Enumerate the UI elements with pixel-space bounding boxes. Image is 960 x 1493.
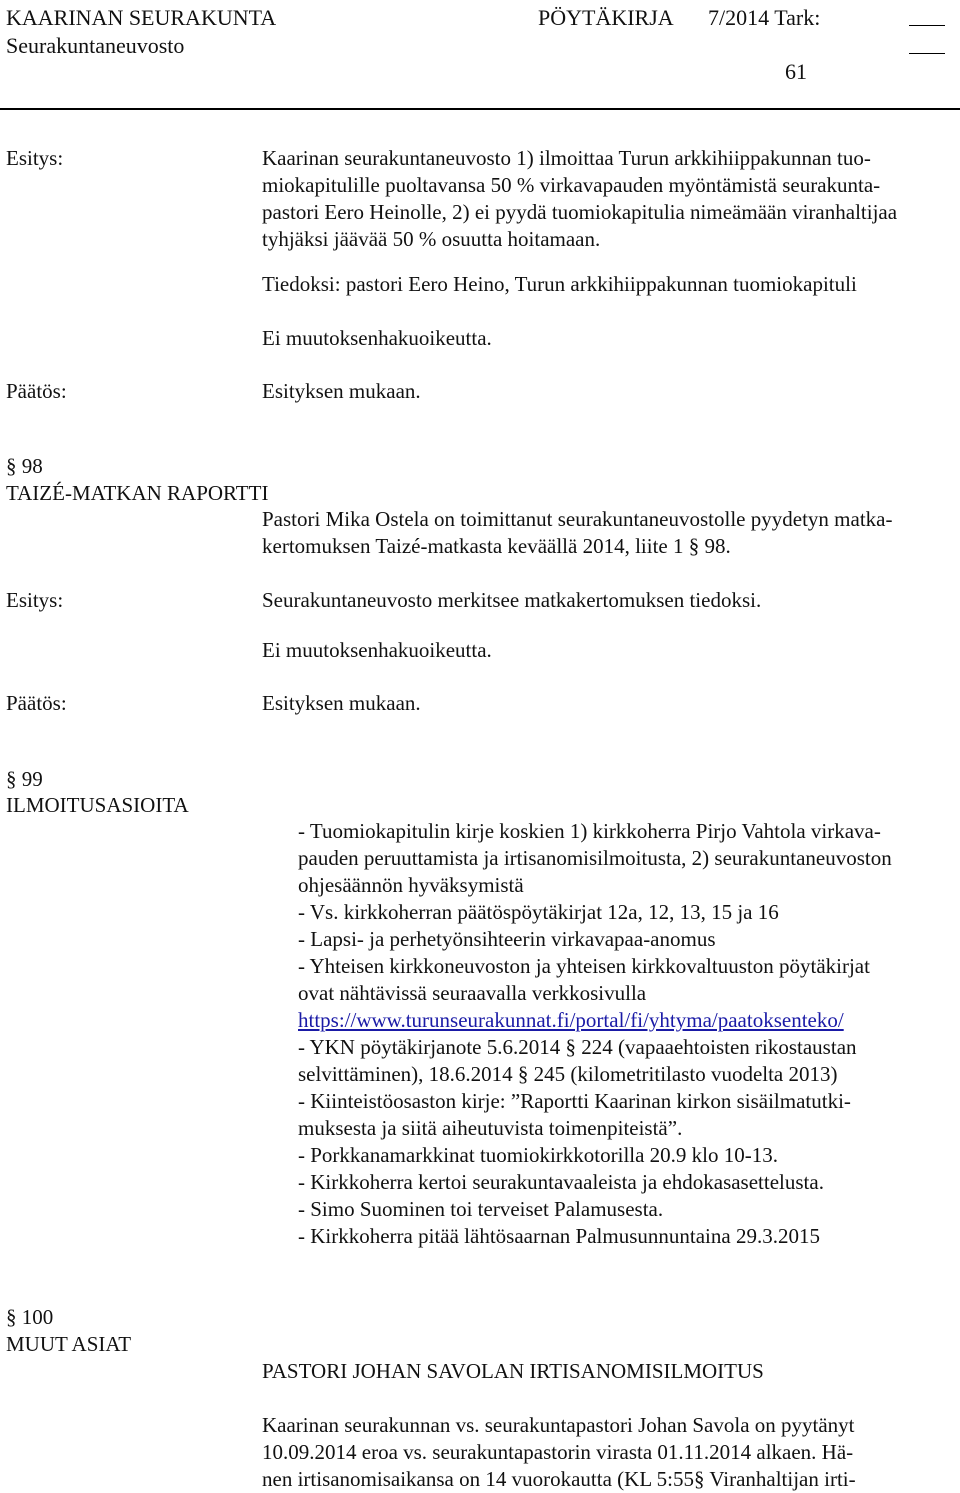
list-item: - YKN pöytäkirjanote 5.6.2014 § 224 (vapaaehtoisten rikostaustan: [298, 1035, 857, 1059]
section-number-98: § 98: [6, 454, 43, 478]
list-item: - Porkkanamarkkinat tuomiokirkkotorilla 20.9 klo 10-13.: [298, 1143, 779, 1167]
section-sign: §: [6, 1305, 17, 1329]
list-item: pauden peruuttamista ja irtisanomisilmoitusta, 2) seurakuntaneuvoston: [298, 846, 892, 870]
text-line: 10.09.2014 eroa vs. seurakuntapastorin virasta 01.11.2014 alkaen. Hä-: [262, 1440, 854, 1464]
org-name: KAARINAN SEURAKUNTA: [6, 5, 277, 30]
text-line: pastori Eero Heinolle, 2) ei pyydä tuomiokapitulia nimeämään viranhaltijaa: [262, 200, 898, 224]
list-item: - Tuomiokapitulin kirje koskien 1) kirkkoherra Pirjo Vahtola virkava-: [298, 819, 881, 843]
text-line: Kaarinan seurakuntaneuvosto 1) ilmoittaa Turun arkkihiippakunnan tuo-: [262, 146, 871, 170]
paatos-label-98: Päätös:: [6, 691, 67, 715]
paatos-97: Esityksen mukaan.: [262, 379, 421, 403]
list-item: - Kirkkoherra pitää lähtösaarnan Palmusunnuntaina 29.3.2015: [298, 1224, 820, 1248]
esitys-text-97: [262, 145, 897, 253]
check-blank-1: [909, 6, 945, 33]
list-item: - Simo Suominen toi terveiset Palamusesta.: [298, 1197, 664, 1221]
tiedoksi-97: Tiedoksi: pastori Eero Heino, Turun arkkihiippakunnan tuomiokapituli: [262, 272, 857, 296]
esitys-98: Seurakuntaneuvosto merkitsee matkakertomuksen tiedoksi.: [262, 588, 762, 612]
no-appeal-98: Ei muutoksenhakuoikeutta.: [262, 638, 492, 662]
section-number-99: § 99: [6, 767, 43, 791]
intro-98: [262, 506, 892, 560]
section-title-100: MUUT ASIAT: [6, 1332, 132, 1356]
paatos-label-97: Päätös:: [6, 379, 67, 403]
announcements-list: [298, 818, 892, 1250]
section-title-99: ILMOITUSASIOITA: [6, 793, 189, 817]
esitys-label-98: Esitys:: [6, 588, 64, 612]
doc-type: PÖYTÄKIRJA: [538, 5, 674, 30]
check-blank-2: [909, 34, 945, 61]
text-line: Pastori Mika Ostela on toimittanut seurakuntaneuvostolle pyydetyn matka-: [262, 507, 893, 531]
header-rule: [0, 108, 960, 110]
paatos-98: Esityksen mukaan.: [262, 691, 421, 715]
text-line: kertomuksen Taizé-matkasta keväällä 2014, liite 1 § 98.: [262, 534, 731, 558]
list-item: - Yhteisen kirkkoneuvoston ja yhteisen kirkkovaltuuston pöytäkirjat: [298, 954, 870, 978]
list-item: - Vs. kirkkoherran päätöspöytäkirjat 12a, 12, 13, 15 ja 16: [298, 900, 779, 924]
section-sign: §: [6, 767, 17, 791]
text-line: nen irtisanomisaikansa on 14 vuorokautta (KL 5:55§ Viranhaltijan irti-: [262, 1467, 856, 1491]
list-item: muksesta ja siitä aiheutuvista toimenpiteistä”.: [298, 1116, 683, 1140]
section-number-100: § 100: [6, 1305, 54, 1329]
esitys-label-97: Esitys:: [6, 146, 64, 170]
text-line: miokapitulille puoltavansa 50 % virkavapauden myöntämistä seurakunta-: [262, 173, 881, 197]
page-number: 61: [785, 59, 807, 84]
text-line: Kaarinan seurakunnan vs. seurakuntapastori Johan Savola on pyytänyt: [262, 1413, 855, 1437]
body-name: Seurakuntaneuvosto: [6, 33, 185, 58]
list-item: ovat nähtävissä seuraavalla verkkosivulla: [298, 981, 647, 1005]
section-sign: §: [6, 454, 17, 478]
list-item: - Kiinteistöosaston kirje: ”Raportti Kaarinan kirkon sisäilmatutki-: [298, 1089, 851, 1113]
text-line: tyhjäksi jäävää 50 % osuutta hoitamaan.: [262, 227, 601, 251]
list-item: - Kirkkoherra kertoi seurakuntavaaleista ja ehdokasasettelusta.: [298, 1170, 824, 1194]
body-100: [262, 1412, 856, 1493]
section-title-98: TAIZÉ-MATKAN RAPORTTI: [6, 481, 269, 505]
list-item: selvittäminen), 18.6.2014 § 245 (kilometritilasto vuodelta 2013): [298, 1062, 838, 1086]
item-heading-100: PASTORI JOHAN SAVOLAN IRTISANOMISILMOITUS: [262, 1359, 764, 1383]
no-appeal-97: Ei muutoksenhakuoikeutta.: [262, 326, 492, 350]
list-item: - Lapsi- ja perhetyönsihteerin virkavapaa-anomus: [298, 927, 716, 951]
list-item: ohjesäännön hyväksymistä: [298, 873, 524, 897]
doc-number: 7/2014 Tark:: [708, 5, 821, 30]
minutes-link[interactable]: https://www.turunseurakunnat.fi/portal/fi/yhtyma/paatoksenteko/: [298, 1008, 844, 1032]
